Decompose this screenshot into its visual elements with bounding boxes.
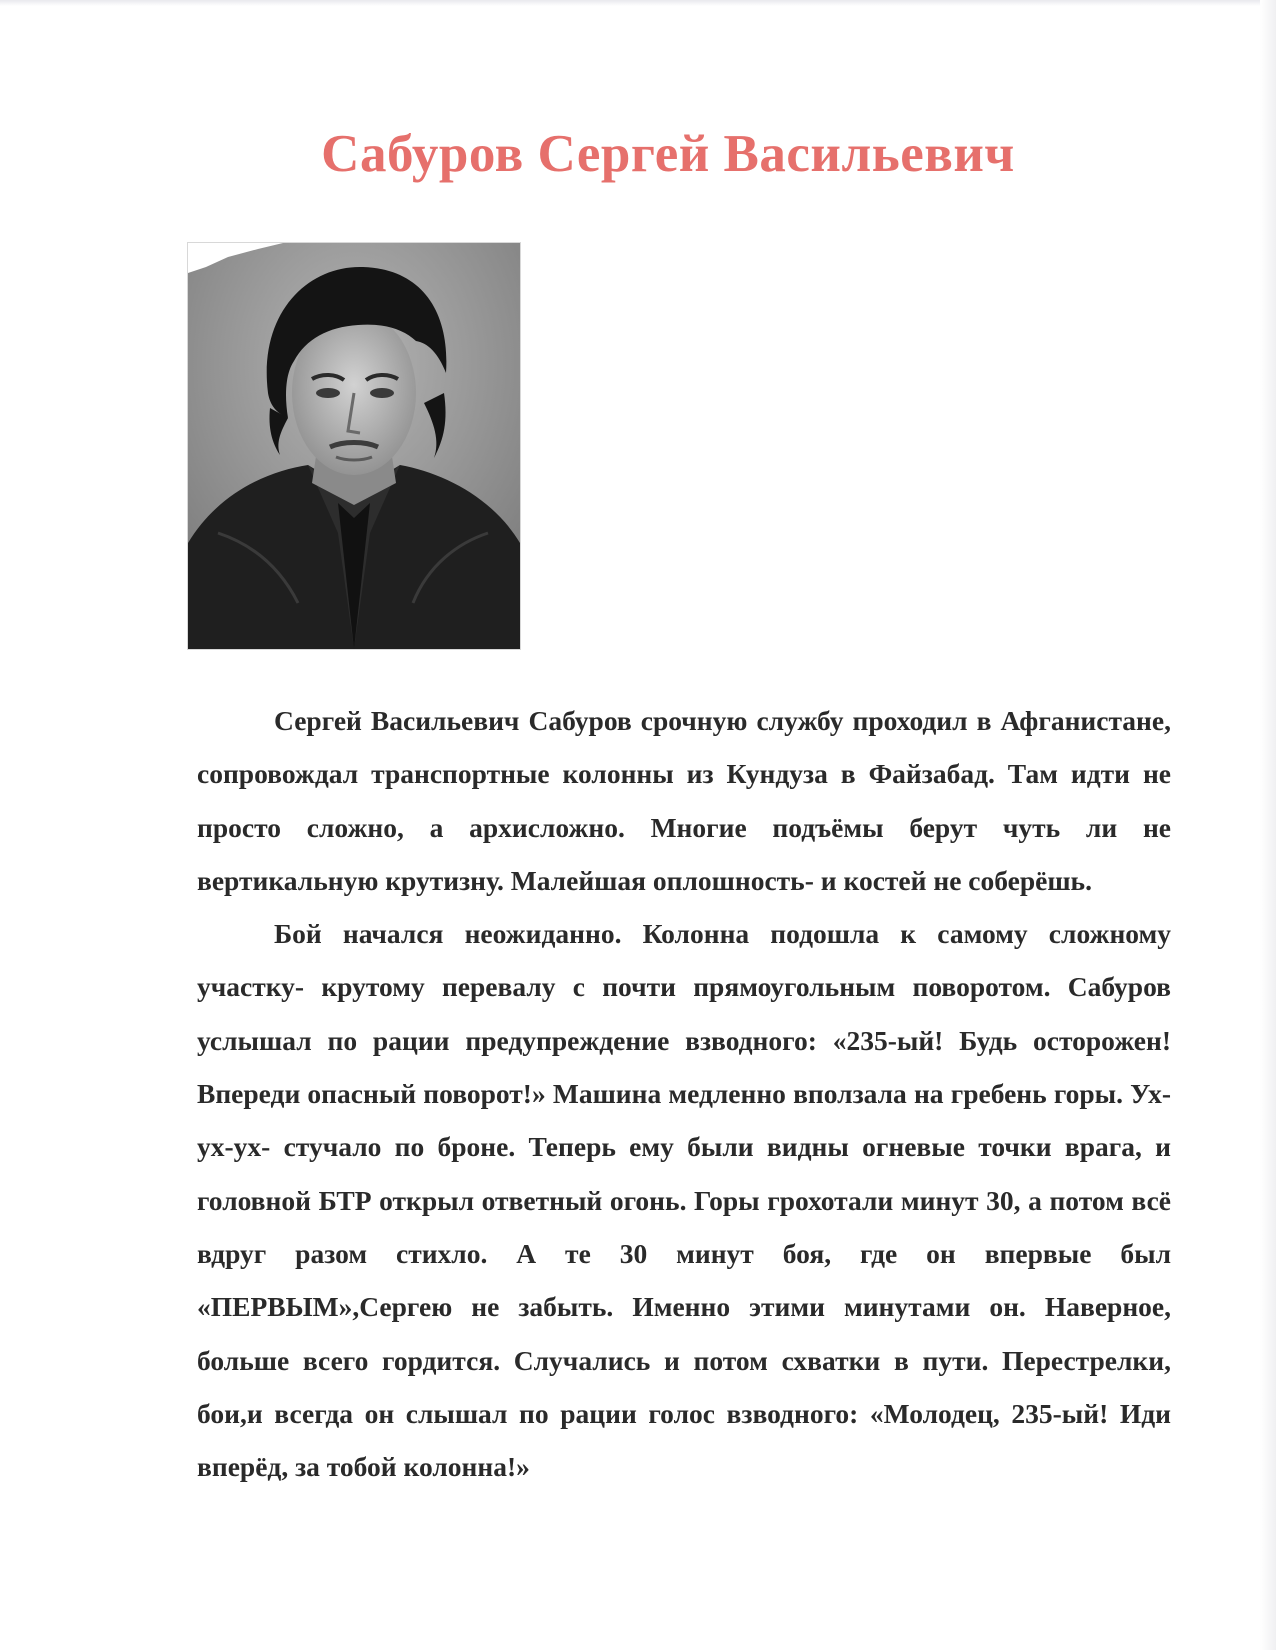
paragraph-battle: Бой начался неожиданно. Колонна подошла к самому сложному участку- крутому перевалу с почти прямоугольным поворотом. Сабуров услышал по рации предупреждение взводного: «235-ый! Будь осторожен! Впереди опасный поворот!» Машина медленно вползала на гребень горы. Ух-ух-ух- стучало по броне. Теперь ему были видны огневые точки врага, и головной БТР открыл ответный огонь. Горы грохотали минут 30, а потом всё вдруг разом стихло. А те 30 минут боя, где он впервые был «ПЕРВЫМ»,Сергею не забыть. Именно этими минутами он. Наверное, больше всего гордится. Случались и потом схватки в пути. Перестрелки, бои,и всегда он слышал по рации голос взводного: «Молодец, 235-ый! Иди вперёд, за тобой колонна!» — [197, 918, 1171, 1483]
article-body — [197, 694, 1171, 1493]
portrait-photo-icon — [188, 243, 520, 649]
portrait-photo — [188, 243, 520, 649]
page-title: Сабуров Сергей Васильевич — [321, 125, 1015, 183]
scan-edge-right — [1260, 0, 1276, 1650]
scan-edge-top — [0, 0, 1276, 6]
paragraph-service: Сергей Васильевич Сабуров срочную службу проходил в Афганистане, сопровождал транспортные колонны из Кундуза в Файзабад. Там идти не просто сложно, а архисложно. Многие подъёмы берут чуть ли не вертикальную крутизну. Малейшая оплошность- и костей не соберёшь. — [197, 705, 1171, 896]
